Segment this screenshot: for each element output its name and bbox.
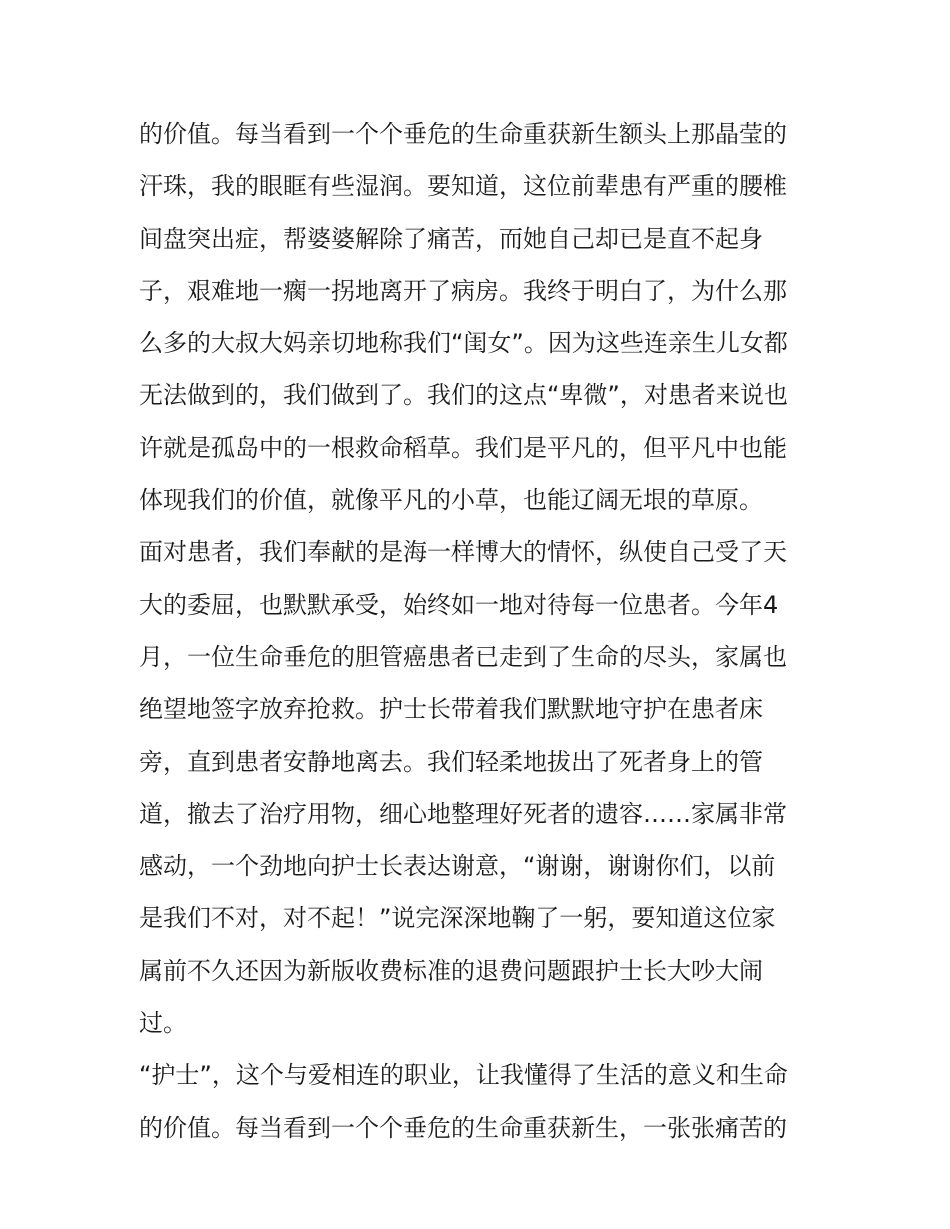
text-line: 子，艰难地一瘸一拐地离开了病房。我终于明白了，为什么那 <box>139 276 787 305</box>
text-line: 的价值。每当看到一个个垂危的生命重获新生，一张张痛苦的 <box>139 1113 787 1142</box>
text-line: 过。 <box>139 1009 187 1038</box>
text-line: 么多的大叔大妈亲切地称我们“闺女”。因为这些连亲生儿女都 <box>139 329 788 358</box>
text-line: 面对患者，我们奉献的是海一样博大的情怀，纵使自己受了天 <box>139 538 787 567</box>
text-line: 间盘突出症，帮婆婆解除了痛苦，而她自己却已是直不起身 <box>139 224 763 253</box>
text-line: 绝望地签字放弃抢救。护士长带着我们默默地守护在患者床 <box>139 695 763 724</box>
text-line: 属前不久还因为新版收费标准的退费问题跟护士长大吵大闹 <box>139 956 763 985</box>
text-line: 许就是孤岛中的一根救命稻草。我们是平凡的，但平凡中也能 <box>139 433 787 462</box>
text-line: 感动，一个劲地向护士长表达谢意，“谢谢，谢谢你们，以前 <box>139 852 776 881</box>
text-line: 道，撤去了治疗用物，细心地整理好死者的遗容……家属非常 <box>139 799 787 828</box>
document-body <box>139 108 819 1154</box>
text-line: “护士”，这个与爱相连的职业，让我懂得了生活的意义和生命 <box>139 1061 788 1090</box>
text-line: 月，一位生命垂危的胆管癌患者已走到了生命的尽头，家属也 <box>139 642 787 671</box>
text-line: 旁，直到患者安静地离去。我们轻柔地拔出了死者身上的管 <box>139 747 763 776</box>
text-line: 汗珠，我的眼眶有些湿润。要知道，这位前辈患有严重的腰椎 <box>139 172 787 201</box>
text-line: 是我们不对，对不起！”说完深深地鞠了一躬，要知道这位家 <box>139 904 776 933</box>
text-line: 体现我们的价值，就像平凡的小草，也能辽阔无垠的草原。 <box>139 486 763 515</box>
text-line: 无法做到的，我们做到了。我们的这点“卑微”，对患者来说也 <box>139 381 788 410</box>
text-line: 的价值。每当看到一个个垂危的生命重获新生额头上那晶莹的 <box>139 120 787 148</box>
text-line: 大的委屈，也默默承受，始终如一地对待每一位患者。今年4 <box>139 590 779 619</box>
